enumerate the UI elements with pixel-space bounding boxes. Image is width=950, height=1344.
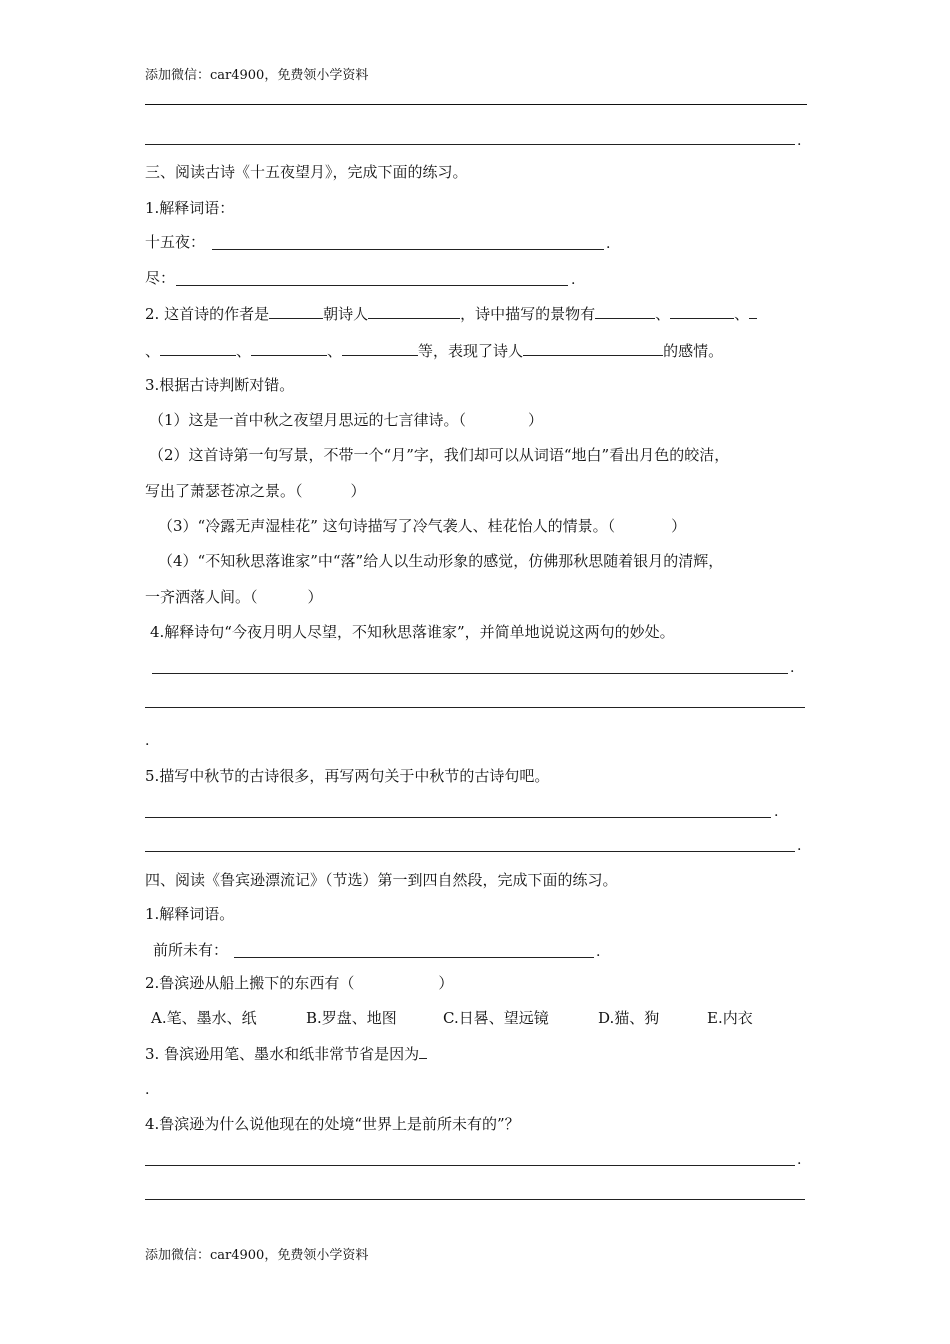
s3-q3-item4a: （4）“不知秋思落谁家”中“落”给人以生动形象的感觉，仿佛那秋思随着银月的清辉， xyxy=(158,552,724,570)
section4-title: 四、阅读《鲁宾逊漂流记》（节选）第一到四自然段，完成下面的练习。 xyxy=(145,871,618,889)
s4-q3-answer-blank[interactable] xyxy=(419,1043,427,1059)
s3-q5-answer-line-2[interactable] xyxy=(145,851,795,852)
item2-close: ） xyxy=(350,482,366,500)
s4-q2-text: 2.鲁滨逊从船上搬下的东西有（ xyxy=(145,974,355,992)
q4-period-1: . xyxy=(790,660,795,676)
s4-q1-period: . xyxy=(596,944,601,960)
q2-feeling-blank[interactable] xyxy=(523,340,663,356)
s3-q4-stem: 4.解释诗句“今夜月明人尽望，不知秋思落谁家”，并简单地说说这两句的妙处。 xyxy=(150,623,675,641)
s3-q1-term2: 尽： xyxy=(145,269,176,287)
q2-sep: 、 xyxy=(145,342,161,360)
s4-q2-option-a[interactable]: A.笔、墨水、纸 xyxy=(151,1009,257,1027)
q2-part2: 朝诗人 xyxy=(323,305,369,323)
answer-line[interactable] xyxy=(145,144,795,145)
s3-q3-item1 xyxy=(149,410,543,430)
s3-q1-term1-answer[interactable] xyxy=(212,249,604,250)
item4-close: ） xyxy=(307,588,323,606)
s4-q1-term: 前所未有： xyxy=(153,941,229,959)
term2-period: . xyxy=(571,272,576,288)
q2-scene-blank-2[interactable] xyxy=(670,303,734,319)
s3-q1-term2-answer[interactable] xyxy=(176,285,568,286)
s3-q1-stem: 1.解释词语： xyxy=(145,199,235,217)
item1-close: ） xyxy=(528,411,544,429)
s3-q2-line1 xyxy=(145,303,757,324)
header-note: 添加微信：car4900，免费领小学资料 xyxy=(145,68,369,83)
term1-period: . xyxy=(606,236,611,252)
s4-q2-option-b[interactable]: B.罗盘、地图 xyxy=(306,1009,397,1027)
s3-q4-answer-line-1[interactable] xyxy=(152,673,788,674)
s4-q2-option-c[interactable]: C.日晷、望远镜 xyxy=(443,1009,549,1027)
s4-q2-option-e[interactable]: E.内衣 xyxy=(707,1009,753,1027)
answer-period: . xyxy=(797,133,802,149)
s3-q1-term1: 十五夜： xyxy=(145,233,206,251)
q2-scene-blank-6[interactable] xyxy=(342,340,418,356)
s3-q5-answer-line-1[interactable] xyxy=(145,817,771,818)
q2-sep: 、 xyxy=(327,342,343,360)
s4-q3-text: 3. 鲁滨逊用笔、墨水和纸非常节省是因为 xyxy=(145,1045,420,1063)
footer-note: 添加微信：car4900，免费领小学资料 xyxy=(145,1248,369,1263)
s4-q4-stem: 4.鲁滨逊为什么说他现在的处境“世界上是前所未有的”？ xyxy=(145,1115,520,1133)
item2-text: 写出了萧瑟苍凉之景。（ xyxy=(145,482,303,500)
s3-q3-stem: 3.根据古诗判断对错。 xyxy=(145,376,295,394)
q2-part4: 等，表现了诗人 xyxy=(418,342,524,360)
s3-q3-item2a: （2）这首诗第一句写景，不带一个“月”字，我们却可以从词语“地白”看出月色的皎洁， xyxy=(149,446,730,464)
q2-part3: ，诗中描写的景物有 xyxy=(460,305,596,323)
s4-q3-period: . xyxy=(145,1082,150,1098)
s4-q1-answer[interactable] xyxy=(234,957,594,958)
header-rule xyxy=(145,104,807,105)
section3-title: 三、阅读古诗《十五夜望月》，完成下面的练习。 xyxy=(145,163,468,181)
item3-text: （3）“冷露无声湿桂花” 这句诗描写了冷气袭人、桂花怡人的情景。（ xyxy=(158,517,616,535)
s3-q2-line2 xyxy=(145,340,723,361)
q2-sep: 、 xyxy=(734,305,750,323)
q5-period-2: . xyxy=(797,838,802,854)
s4-q3-stem xyxy=(145,1043,427,1064)
q2-sep: 、 xyxy=(655,305,671,323)
s3-q5-stem: 5.描写中秋节的古诗很多，再写两句关于中秋节的古诗句吧。 xyxy=(145,767,550,785)
q2-dynasty-blank[interactable] xyxy=(269,303,323,319)
q2-poet-blank[interactable] xyxy=(368,303,460,319)
s3-q3-item2b xyxy=(145,481,366,501)
q4-period-2: . xyxy=(145,733,150,749)
s4-q2-stem xyxy=(145,973,453,993)
s4-q2-close: ） xyxy=(438,974,454,992)
s3-q3-item4b xyxy=(145,587,323,607)
q2-scene-blank-5[interactable] xyxy=(251,340,327,356)
s4-q1-stem: 1.解释词语。 xyxy=(145,905,235,923)
s4-q2-option-d[interactable]: D.猫、狗 xyxy=(598,1009,660,1027)
s4-q4-answer-line-1[interactable] xyxy=(145,1165,795,1166)
s4-q4-answer-line-2[interactable] xyxy=(145,1199,805,1200)
q2-part5: 的感情。 xyxy=(663,342,724,360)
q2-sep: 、 xyxy=(236,342,252,360)
item3-close: ） xyxy=(671,517,687,535)
s4-q4-period: . xyxy=(797,1152,802,1168)
item4-text: 一齐洒落人间。（ xyxy=(145,588,258,606)
q2-scene-blank-3[interactable] xyxy=(749,303,757,319)
q2-scene-blank-1[interactable] xyxy=(595,303,655,319)
s3-q3-item3 xyxy=(158,516,686,536)
item1-text: （1）这是一首中秋之夜望月思远的七言律诗。（ xyxy=(149,411,467,429)
q5-period-1: . xyxy=(774,804,779,820)
q2-part1: 2. 这首诗的作者是 xyxy=(145,305,270,323)
q2-scene-blank-4[interactable] xyxy=(160,340,236,356)
s3-q4-answer-line-2[interactable] xyxy=(145,707,805,708)
